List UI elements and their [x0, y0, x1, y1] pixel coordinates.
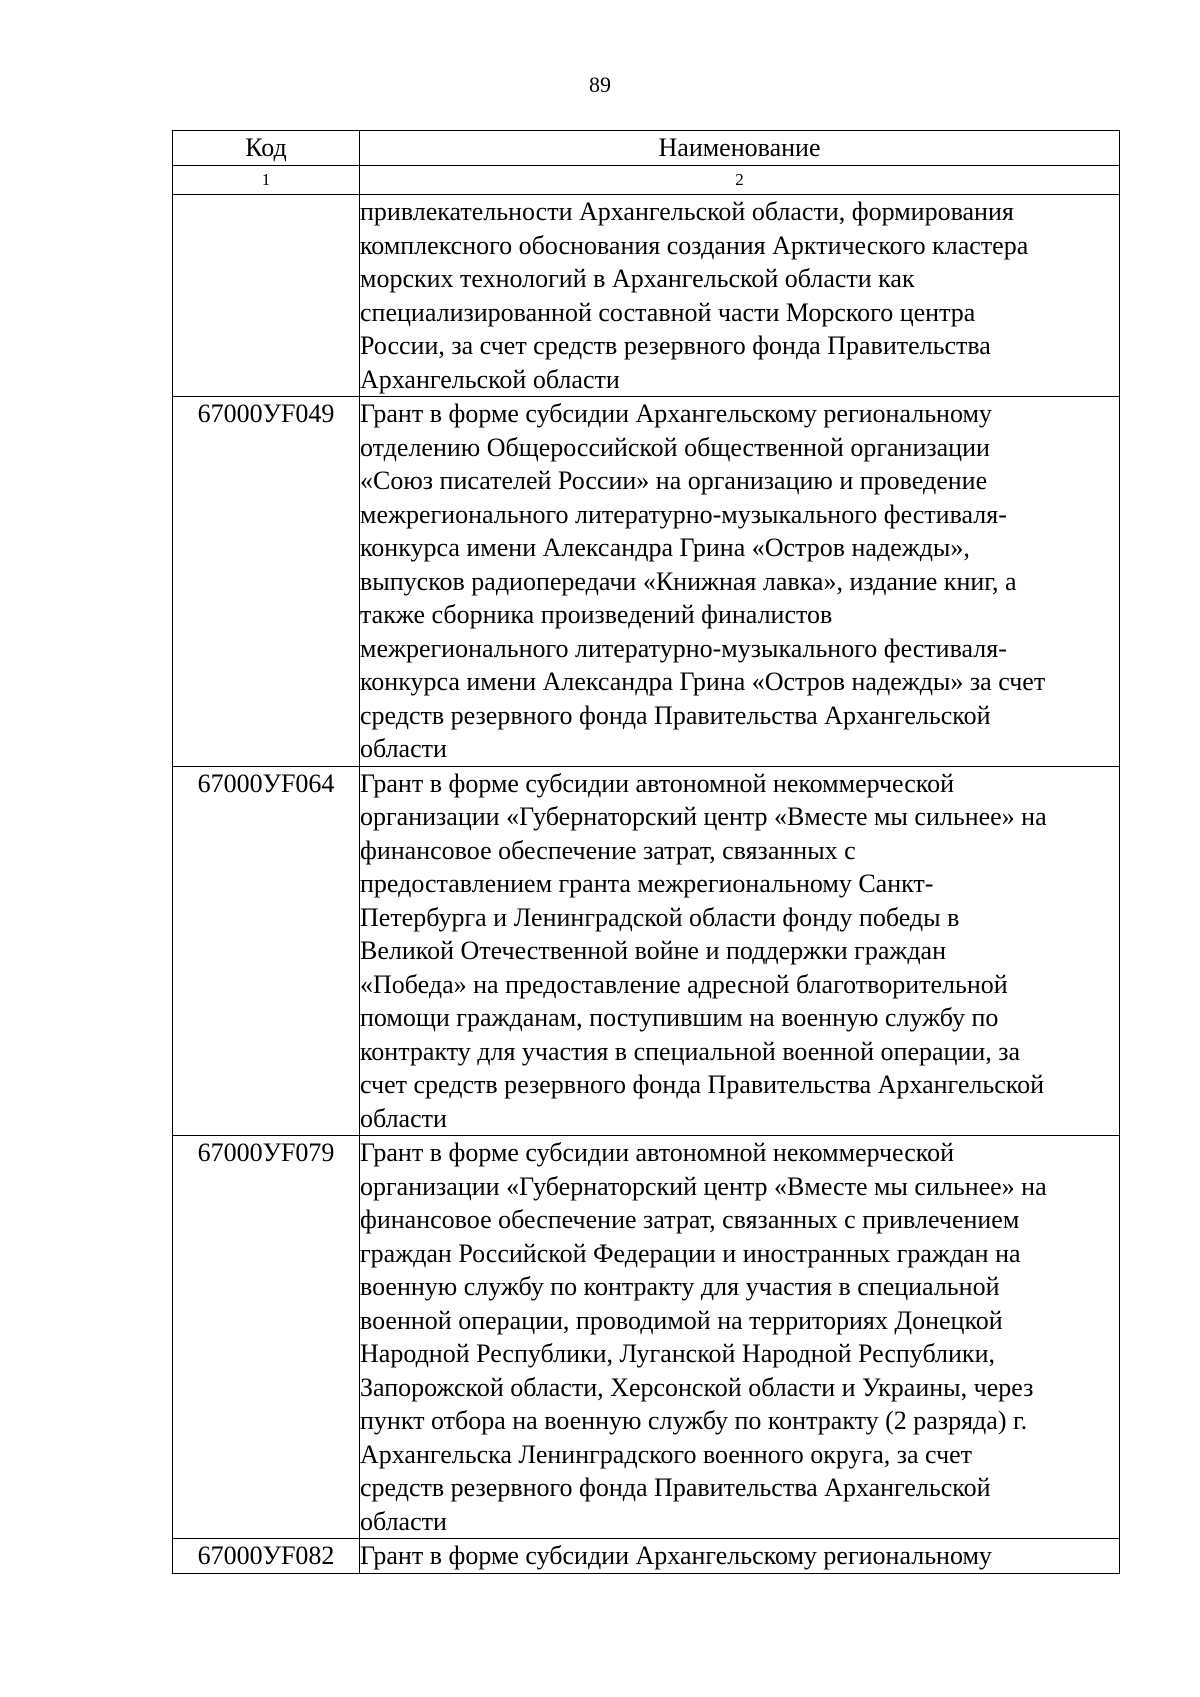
row-name-line: конкурса имени Александра Грина «Остров надежды» за счет [360, 667, 1046, 696]
row-name-line: области [360, 1103, 447, 1133]
row-name-line: финансовое обеспечение затрат, связанных с привлечением [360, 1205, 1020, 1234]
row-code: 67000УF049 [173, 397, 360, 767]
row-name-line: организации «Губернаторский центр «Вместе мы сильнее» на [360, 802, 1047, 831]
row-name-line: граждан Российской Федерации и иностранных граждан на [360, 1238, 1021, 1268]
row-name-line: Петербурга и Ленинградской области фонду победы в [360, 902, 960, 932]
header-row [173, 131, 1120, 166]
row-name-line: области [360, 1506, 447, 1536]
table-row [173, 1539, 1120, 1574]
row-name-line: привлекательности Архангельской области, формирования [360, 197, 1014, 226]
row-name-line: межрегионального литературно-музыкального фестиваля- [360, 499, 1007, 529]
row-name-line: области [360, 734, 447, 763]
row-name-line: предоставлением гранта межрегиональному Санкт- [360, 869, 934, 898]
row-name-line: конкурса имени Александра Грина «Остров надежды», [360, 533, 970, 562]
row-name-line: Грант в форме субсидии автономной некоммерческой [360, 768, 955, 798]
row-name-line: Архангельской области [360, 364, 620, 394]
code-table [172, 130, 1120, 1574]
row-name-line: военную службу по контракту для участия в специальной [360, 1272, 1000, 1301]
row-name-line: контракту для участия в специальной военной операции, за [360, 1036, 1021, 1066]
column-number-row [173, 166, 1120, 195]
table-head [173, 131, 1120, 195]
row-name-line: выпусков радиопередачи «Книжная лавка», издание книг, а [360, 566, 1017, 596]
table-row [173, 195, 1120, 397]
row-name-line: «Победа» на предоставление адресной благотворительной [360, 969, 1008, 999]
row-name-line: Грант в форме субсидии автономной некоммерческой [360, 1138, 955, 1167]
header-name: Наименование [360, 131, 1120, 166]
row-name [360, 1136, 1120, 1539]
row-name-line: военной операции, проводимой на территориях Донецкой [360, 1305, 1003, 1335]
row-name-line: специализированной составной части Морского центра [360, 297, 976, 327]
row-name-line: помощи гражданам, поступившим на военную службу по [360, 1003, 999, 1032]
row-name [360, 1539, 1120, 1574]
row-name [360, 397, 1120, 767]
row-name-line: счет средств резервного фонда Правительства Архангельской [360, 1070, 1045, 1099]
row-name-line: финансовое обеспечение затрат, связанных с [360, 835, 856, 865]
row-code: 67000УF079 [173, 1136, 360, 1539]
row-code: 67000УF082 [173, 1539, 360, 1574]
row-name-line: комплексного обоснования создания Арктического кластера [360, 230, 1029, 260]
row-name-line: России, за счет средств резервного фонда Правительства [360, 331, 991, 360]
column-number-2: 2 [360, 166, 1120, 195]
row-name-line: Грант в форме субсидии Архангельскому региональному [360, 1541, 992, 1570]
row-name-line: организации «Губернаторский центр «Вместе мы сильнее» на [360, 1171, 1047, 1201]
page-number: 89 [589, 72, 611, 97]
table-body [173, 195, 1120, 1574]
row-name [360, 766, 1120, 1136]
row-name-line: межрегионального литературно-музыкального фестиваля- [360, 633, 1007, 663]
header-code: Код [173, 131, 360, 166]
row-name-line: средств резервного фонда Правительства Архангельской [360, 700, 991, 730]
row-name-line: отделению Общероссийской общественной организации [360, 432, 990, 462]
table-row [173, 766, 1120, 1136]
row-name-line: морских технологий в Архангельской области как [360, 264, 915, 293]
table-row [173, 1136, 1120, 1539]
row-name-line: пункт отбора на военную службу по контракту (2 разряда) г. [360, 1406, 1028, 1435]
row-name-line: Великой Отечественной войне и поддержки граждан [360, 936, 947, 965]
row-name-line: Грант в форме субсидии Архангельскому региональному [360, 399, 992, 428]
row-code: 67000УF064 [173, 766, 360, 1136]
row-name-line: «Союз писателей России» на организацию и проведение [360, 466, 988, 495]
row-code [173, 195, 360, 397]
table-row [173, 397, 1120, 767]
row-name-line: также сборника произведений финалистов [360, 600, 833, 629]
row-name [360, 195, 1120, 397]
row-name-line: Архангельска Ленинградского военного округа, за счет [360, 1439, 973, 1469]
row-name-line: средств резервного фонда Правительства Архангельской [360, 1473, 991, 1502]
column-number-1: 1 [173, 166, 360, 195]
row-name-line: Запорожской области, Херсонской области и Украины, через [360, 1372, 1034, 1402]
row-name-line: Народной Республики, Луганской Народной Республики, [360, 1339, 995, 1368]
